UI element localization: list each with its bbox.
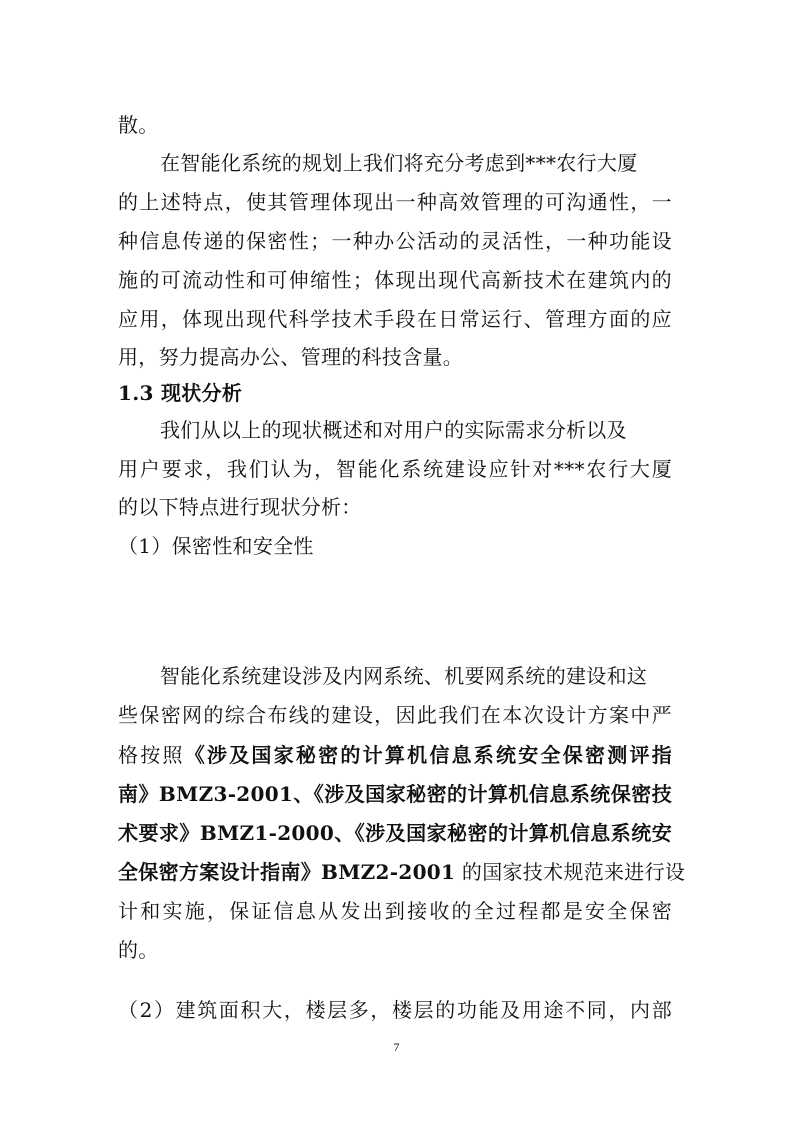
text-line <box>160 663 672 689</box>
text-segment: 在智能化系统的规划上我们将充分考虑到***农行大厦 <box>160 151 638 175</box>
text-segment: 智能化系统建设涉及内网系统、机要网系统的建设和这 <box>160 664 648 688</box>
text-segment: 应用，体现出现代科学技术手段在日常运行、管理方面的应 <box>118 307 672 331</box>
text-line <box>118 456 672 482</box>
text-segment: 散。 <box>118 113 159 137</box>
text-segment: （1）保密性和安全性 <box>118 534 314 558</box>
text-segment: 我们从以上的现状概述和对用户的实际需求分析以及 <box>160 418 627 442</box>
bold-text-segment: 《涉及国家秘密的计算机信息系统安全保密测评指 <box>184 743 672 767</box>
text-line <box>160 150 672 176</box>
text-segment: 施的可流动性和可伸缩性；体现出现代高新技术在建筑内的 <box>118 268 672 292</box>
text-line <box>118 859 686 885</box>
text-line <box>118 494 678 520</box>
text-line <box>118 781 672 807</box>
bold-text-segment: 南》BMZ3-2001、《涉及国家秘密的计算机信息系统保密技 <box>118 782 672 806</box>
text-segment: 些保密网的综合布线的建设，因此我们在本次设计方案中严 <box>118 703 672 727</box>
bold-text-segment: 1.3 现状分析 <box>118 381 243 405</box>
text-line <box>118 702 672 728</box>
text-line <box>118 742 672 768</box>
bold-text-segment: 术要求》BMZ1-2000、《涉及国家秘密的计算机信息系统安 <box>118 821 672 845</box>
text-line <box>118 997 672 1023</box>
text-segment: 用，努力提高办公、管理的科技含量。 <box>118 345 464 369</box>
text-segment: 的国家技术规范来进行设 <box>455 860 686 884</box>
bold-text-segment: 全保密方案设计指南》BMZ2-2001 <box>118 860 456 884</box>
text-segment: 计和实施，保证信息从发出到接收的全过程都是安全保密 <box>118 899 672 923</box>
text-segment: （2）建筑面积大，楼层多，楼层的功能及用途不同，内部 <box>118 998 672 1022</box>
text-line <box>118 533 678 559</box>
text-line <box>118 189 672 215</box>
text-line <box>118 306 672 332</box>
text-segment: 的上述特点，使其管理体现出一种高效管理的可沟通性，一 <box>118 190 672 214</box>
text-line <box>118 820 672 846</box>
text-line <box>118 937 678 963</box>
text-line <box>118 898 672 924</box>
section-heading <box>118 380 678 406</box>
text-segment: 格按照 <box>118 743 185 767</box>
text-line <box>118 112 678 138</box>
text-line <box>118 267 672 293</box>
text-segment: 种信息传递的保密性；一种办公活动的灵活性，一种功能设 <box>118 229 672 253</box>
text-segment: 的以下特点进行现状分析： <box>118 495 362 519</box>
text-line <box>160 417 672 443</box>
page-number: 7 <box>393 1040 400 1054</box>
text-segment: 用户要求，我们认为，智能化系统建设应针对***农行大厦 <box>118 457 672 481</box>
text-segment: 的。 <box>118 938 159 962</box>
text-line <box>118 228 672 254</box>
text-line <box>118 344 678 370</box>
